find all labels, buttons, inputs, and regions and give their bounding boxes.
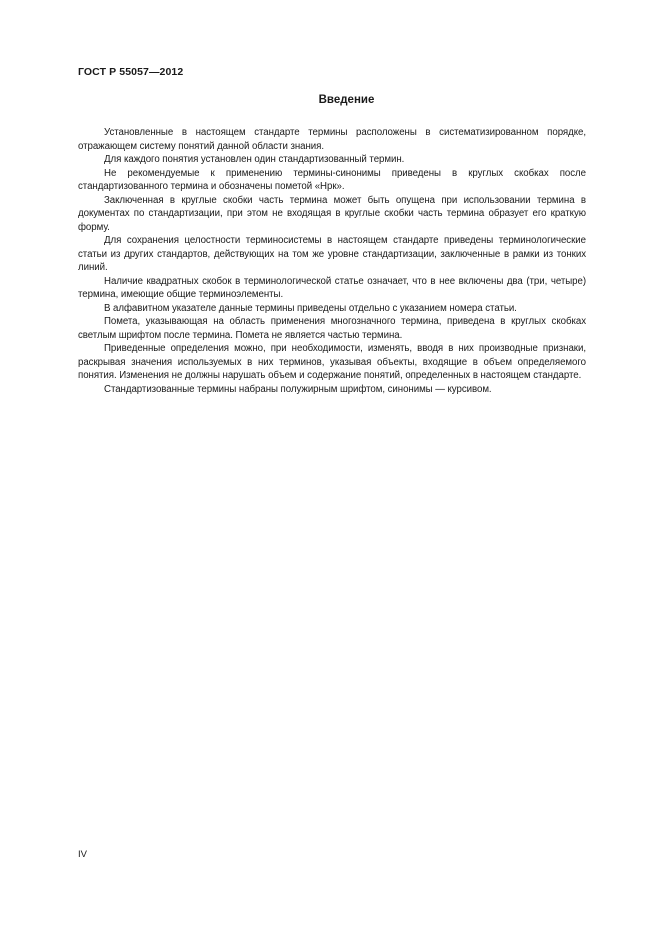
page-number: IV bbox=[78, 849, 87, 860]
paragraph: Помета, указывающая на область применения многозначного термина, приведена в круглых скобках светлым шрифтом после термина. Помета не является частью термина. bbox=[78, 316, 586, 341]
paragraph: Стандартизованные термины набраны полужирным шрифтом, синонимы — курсивом. bbox=[104, 383, 492, 395]
introduction-body bbox=[78, 126, 586, 396]
section-title-text: Введение bbox=[318, 94, 375, 106]
paragraph: Заключенная в круглые скобки часть термина может быть опущена при использовании термина в документах по стандартизации, при этом не входящая в круглые скобки часть термина образует его краткую форму. bbox=[78, 194, 586, 233]
paragraph: Для сохранения целостности терминосистемы в настоящем стандарте приведены терминологические статьи из других стандартов, действующих на том же уровне стандартизации, заключенные в рамки из тонких линий. bbox=[78, 235, 586, 273]
paragraph: Приведенные определения можно, при необходимости, изменять, вводя в них производные признаки, раскрывая значения используемых в них терминов, указывая объекты, входящие в объем определяемого понятия. Изменения не должны нарушать объем и содержание понятий, определенных в настоящем стандарте. bbox=[78, 343, 586, 381]
paragraph: Наличие квадратных скобок в терминологической статье означает, что в нее включены два (три, четыре) термина, имеющие общие терминоэлементы. bbox=[78, 275, 586, 300]
paragraph: Не рекомендуемые к применению термины-синонимы приведены в круглых скобках после стандартизованного термина и обозначены пометой «Нрк». bbox=[78, 167, 586, 192]
standard-header: ГОСТ Р 55057—2012 bbox=[78, 66, 184, 78]
paragraph: В алфавитном указателе данные термины приведены отдельно с указанием номера статьи. bbox=[104, 302, 517, 314]
paragraph: Для каждого понятия установлен один стандартизованный термин. bbox=[104, 154, 405, 165]
section-heading bbox=[0, 94, 661, 106]
paragraph: Установленные в настоящем стандарте термины расположены в систематизированном порядке, отражающем систему понятий данной области знания. bbox=[78, 127, 586, 152]
